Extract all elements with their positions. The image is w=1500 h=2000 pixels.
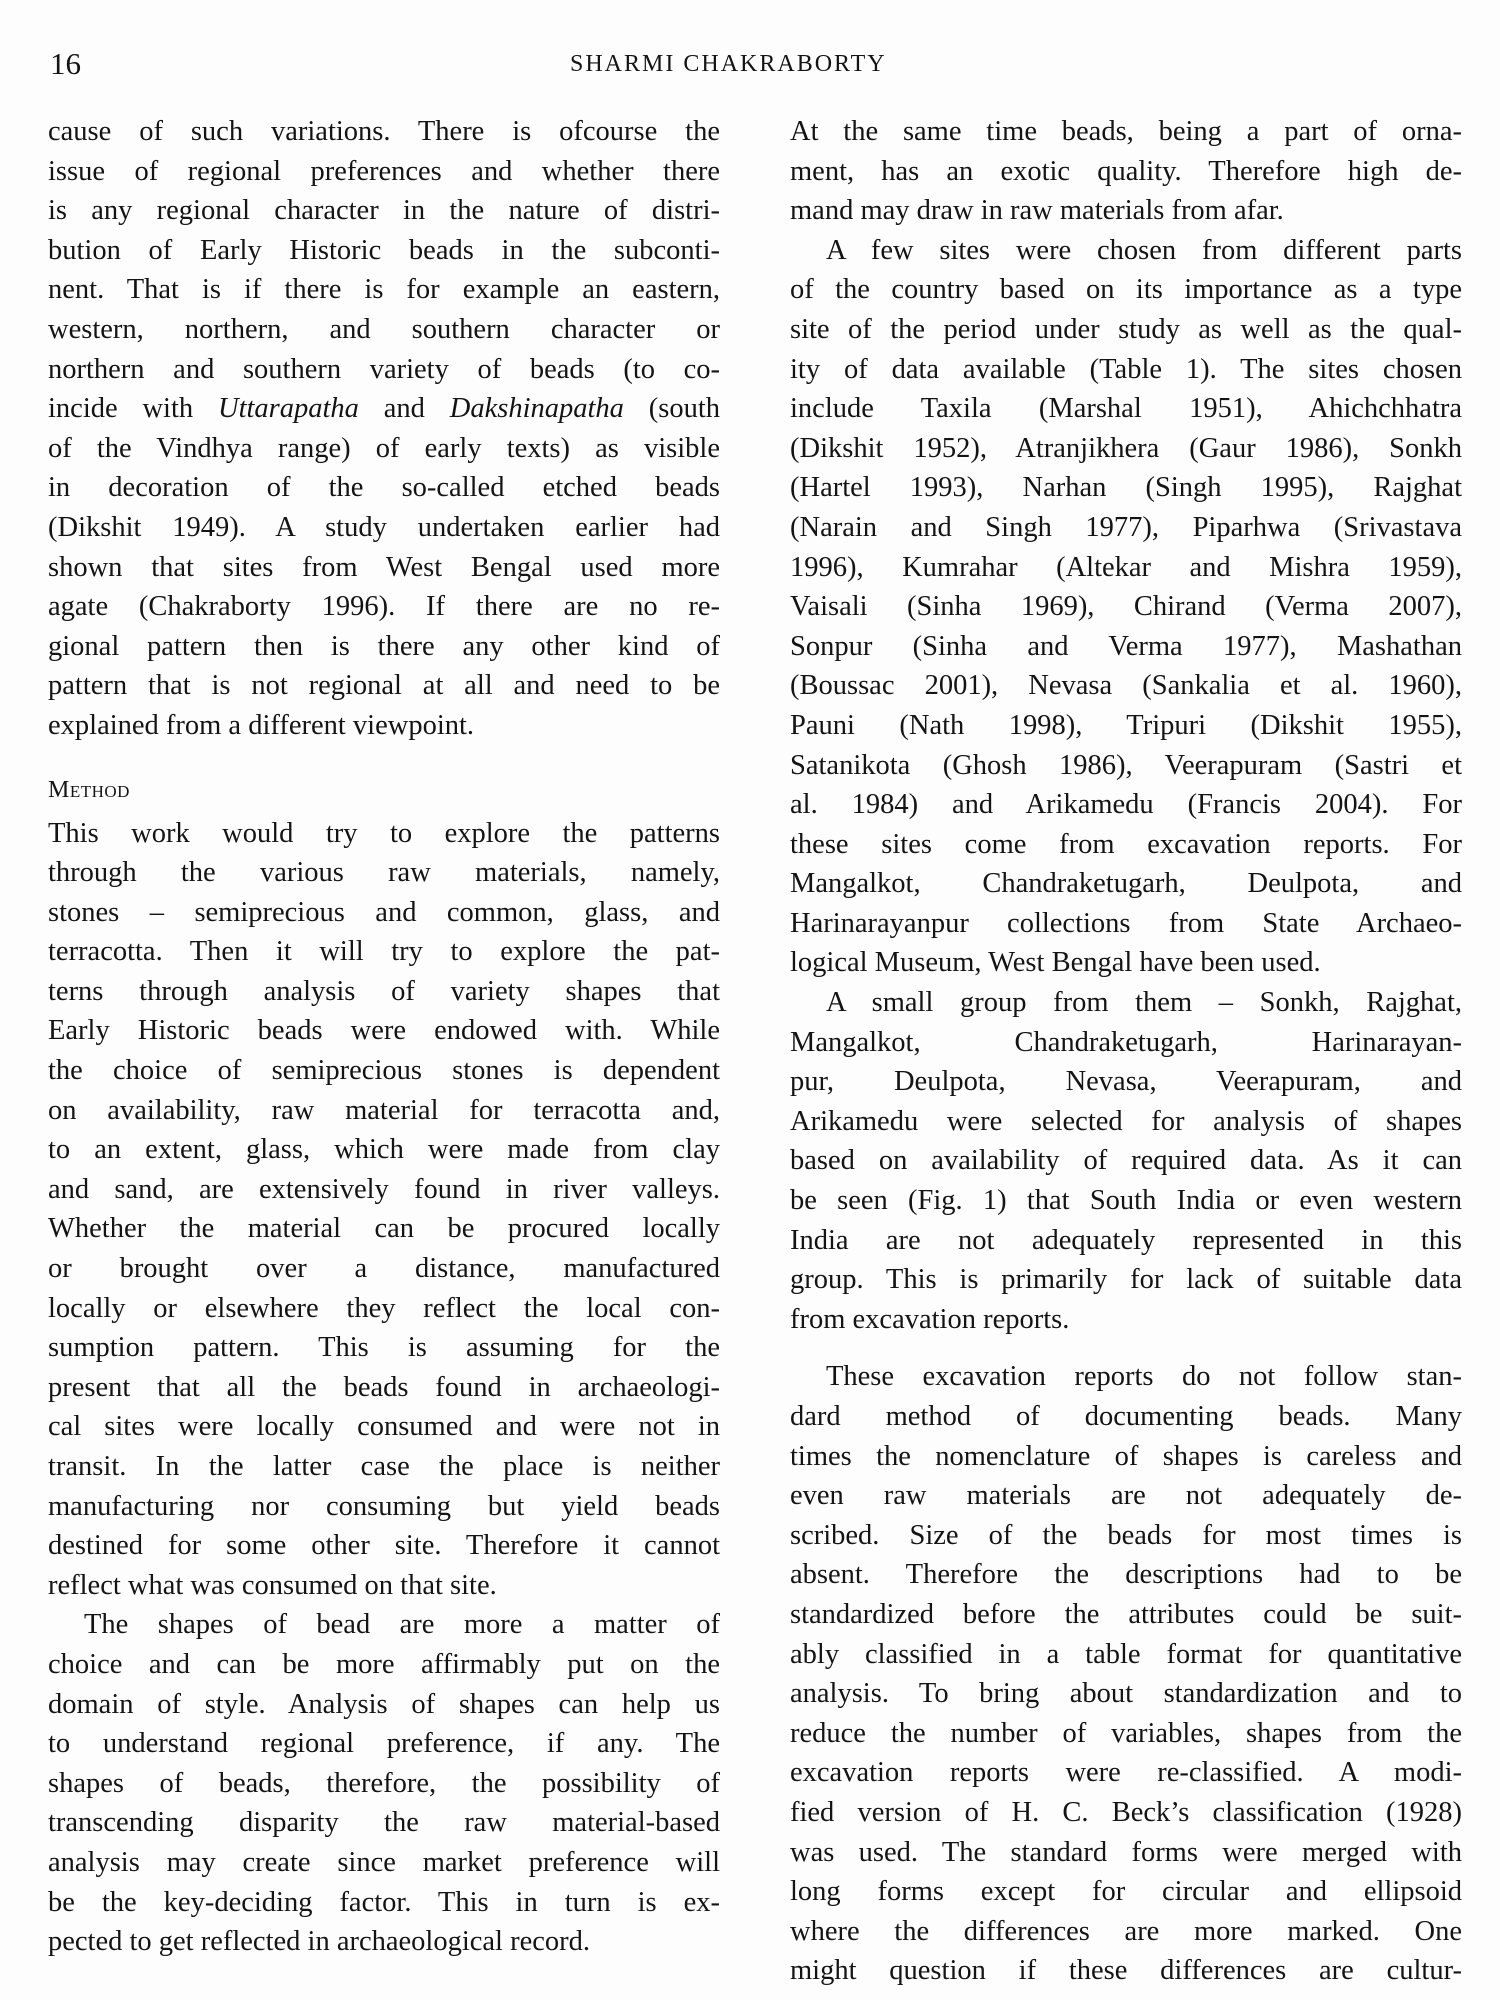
text-fragment: (south [623, 393, 721, 425]
text-line: destined for some other site. Therefore it cannot [48, 1530, 720, 1562]
text-line: cause of such variations. There is ofcourse the [48, 116, 720, 147]
text-line: Arikamedu were selected for analysis of shapes [790, 1105, 1462, 1137]
page-number: 16 [50, 46, 81, 81]
section-heading-method: Method [48, 776, 130, 803]
text-line: excavation reports were re-classified. A modi- [790, 1757, 1462, 1789]
text-line: (Hartel 1993), Narhan (Singh 1995), Rajghat [790, 472, 1462, 504]
text-fragment: incide with [48, 393, 218, 425]
text-line: Mangalkot, Chandraketugarh, Harinarayan- [790, 1026, 1462, 1058]
text-line: bution of Early Historic beads in the subconti- [48, 234, 720, 266]
text-line: ment, has an exotic quality. Therefore high de- [790, 155, 1462, 187]
text-line: long forms except for circular and ellipsoid [790, 1876, 1462, 1908]
text-line: logical Museum, West Bengal have been used. [790, 947, 1321, 979]
text-line: Mangalkot, Chandraketugarh, Deulpota, and [790, 868, 1462, 900]
text-line: where the differences are more marked. One [790, 1915, 1462, 1947]
text-line: in decoration of the so-called etched beads [48, 472, 720, 504]
text-line: choice and can be more affirmably put on the [48, 1648, 720, 1680]
text-line: transit. In the latter case the place is neither [48, 1451, 720, 1482]
italic-term-uttarapatha: Uttarapatha [217, 393, 359, 425]
text-line: group. This is primarily for lack of suitable data [790, 1264, 1462, 1296]
text-line: Whether the material can be procured locally [48, 1213, 720, 1245]
text-line: shown that sites from West Bengal used more [48, 551, 720, 583]
text-line: and sand, are extensively found in river valleys. [48, 1173, 720, 1205]
text-line: of the country based on its importance as a type [790, 274, 1462, 306]
text-line: mand may draw in raw materials from afar. [790, 195, 1284, 227]
text-line: the choice of semiprecious stones is dependent [48, 1055, 720, 1087]
text-line: times the nomenclature of shapes is careless and [790, 1440, 1462, 1472]
text-line: gional pattern then is there any other kind of [48, 630, 720, 662]
text-line: pected to get reflected in archaeological record. [48, 1926, 590, 1958]
text-line: shapes of beads, therefore, the possibility of [48, 1767, 720, 1799]
text-line: cal sites were locally consumed and were not in [48, 1411, 720, 1443]
text-line: scribed. Size of the beads for most times is [790, 1519, 1462, 1551]
text-line: (Dikshit 1949). A study undertaken earlier had [48, 511, 720, 543]
text-line: even raw materials are not adequately de- [790, 1480, 1462, 1512]
text-line: from excavation reports. [790, 1303, 1070, 1335]
text-line: might question if these differences are cultur- [790, 1955, 1462, 1987]
text-line: This work would try to explore the patterns [48, 817, 720, 849]
text-line: reflect what was consumed on that site. [48, 1569, 497, 1601]
right-column [790, 112, 1462, 1991]
text-line: pattern that is not regional at all and need to be [48, 670, 720, 702]
paragraph-excavation-reports [790, 1357, 1462, 1991]
text-line: (Narain and Singh 1977), Piparhwa (Srivastava [790, 511, 1462, 543]
text-line: absent. Therefore the descriptions had to be [790, 1559, 1462, 1591]
text-line: ably classified in a table format for quantitative [790, 1638, 1462, 1670]
text-line: Sonpur (Sinha and Verma 1977), Mashathan [790, 630, 1462, 662]
text-line: These excavation reports do not follow stan- [826, 1361, 1462, 1393]
running-head: SHARMI CHAKRABORTY [570, 51, 887, 77]
text-line: Satanikota (Ghosh 1986), Veerapuram (Sastri et [790, 749, 1462, 781]
text-line: based on availability of required data. As it can [790, 1145, 1462, 1177]
text-line: sumption pattern. This is assuming for the [48, 1332, 720, 1364]
text-line: through the various raw materials, namely, [48, 857, 720, 889]
text-line: dard method of documenting beads. Many [790, 1401, 1462, 1432]
text-line: analysis may create since market preference will [48, 1846, 720, 1878]
paragraph-sites-chosen [790, 231, 1462, 983]
text-fragment: and [358, 393, 450, 425]
paragraph-method [48, 814, 720, 1606]
paragraph-small-group [790, 983, 1462, 1339]
text-line: reduce the number of variables, shapes from the [790, 1717, 1462, 1749]
text-line: al. 1984) and Arikamedu (Francis 2004). For [790, 789, 1462, 821]
text-line: At the same time beads, being a part of orna- [790, 116, 1462, 147]
text-line: northern and southern variety of beads (to co- [48, 353, 720, 385]
text-line: be seen (Fig. 1) that South India or even western [790, 1185, 1462, 1217]
paragraph-regional-preferences [48, 112, 720, 746]
text-line: terracotta. Then it will try to explore the pat- [48, 936, 720, 968]
text-line: include Taxila (Marshal 1951), Ahichchhatra [790, 393, 1462, 425]
text-line: (Boussac 2001), Nevasa (Sankalia et al. 1960), [790, 670, 1462, 702]
text-line: transcending disparity the raw material-based [48, 1807, 720, 1839]
text-line: or brought over a distance, manufactured [48, 1253, 720, 1285]
text-line: agate (Chakraborty 1996). If there are no re- [48, 591, 720, 623]
text-line: western, northern, and southern character or [48, 313, 720, 345]
text-line: Harinarayanpur collections from State Archaeo- [790, 907, 1462, 939]
paragraph-exotic-quality [790, 112, 1462, 231]
text-line: site of the period under study as well as the qual- [790, 313, 1462, 345]
text-line: Early Historic beads were endowed with. While [48, 1015, 720, 1047]
text-line: these sites come from excavation reports. For [790, 828, 1462, 860]
text-line: nent. That is if there is for example an eastern, [48, 274, 720, 306]
text-line: on availability, raw material for terracotta and, [48, 1094, 720, 1126]
left-column [48, 112, 720, 1962]
text-line: The shapes of bead are more a matter of [84, 1609, 720, 1641]
text-line: terns through analysis of variety shapes that [48, 975, 720, 1007]
paragraph-shapes [48, 1605, 720, 1961]
text-line: domain of style. Analysis of shapes can help us [48, 1688, 720, 1720]
text-line: be the key-deciding factor. This in turn is ex- [48, 1886, 720, 1918]
text-line: of the Vindhya range) of early texts) as visible [48, 432, 720, 464]
text-line: 1996), Kumrahar (Altekar and Mishra 1959), [790, 551, 1462, 583]
text-line: present that all the beads found in archaeologi- [48, 1371, 720, 1403]
text-line: manufacturing nor consuming but yield beads [48, 1490, 720, 1522]
text-line: Vaisali (Sinha 1969), Chirand (Verma 2007), [790, 591, 1462, 623]
text-line: pur, Deulpota, Nevasa, Veerapuram, and [790, 1066, 1462, 1098]
text-line: is any regional character in the nature of distri- [48, 195, 720, 227]
text-line: to an extent, glass, which were made from clay [48, 1134, 720, 1166]
text-line: A few sites were chosen from different parts [826, 234, 1462, 266]
text-line: was used. The standard forms were merged with [790, 1836, 1462, 1868]
text-line: to understand regional preference, if any. The [48, 1728, 720, 1760]
text-line: stones – semiprecious and common, glass, and [48, 896, 720, 928]
text-line: A small group from them – Sonkh, Rajghat, [826, 987, 1462, 1019]
text-line: issue of regional preferences and whether there [48, 155, 720, 187]
text-line: standardized before the attributes could be suit- [790, 1598, 1462, 1630]
text-line: (Dikshit 1952), Atranjikhera (Gaur 1986), Sonkh [790, 432, 1462, 464]
text-line: Pauni (Nath 1998), Tripuri (Dikshit 1955), [790, 709, 1462, 741]
text-line: locally or elsewhere they reflect the local con- [48, 1292, 720, 1324]
text-line: ity of data available (Table 1). The sites chosen [790, 353, 1462, 385]
text-line: explained from a different viewpoint. [48, 709, 475, 741]
text-line: India are not adequately represented in this [790, 1224, 1462, 1256]
text-line-with-italics [48, 389, 720, 429]
text-line: analysis. To bring about standardization and to [790, 1678, 1462, 1710]
italic-term-dakshinapatha: Dakshinapatha [449, 393, 624, 425]
text-line: fied version of H. C. Beck’s classification (1928) [790, 1796, 1462, 1828]
